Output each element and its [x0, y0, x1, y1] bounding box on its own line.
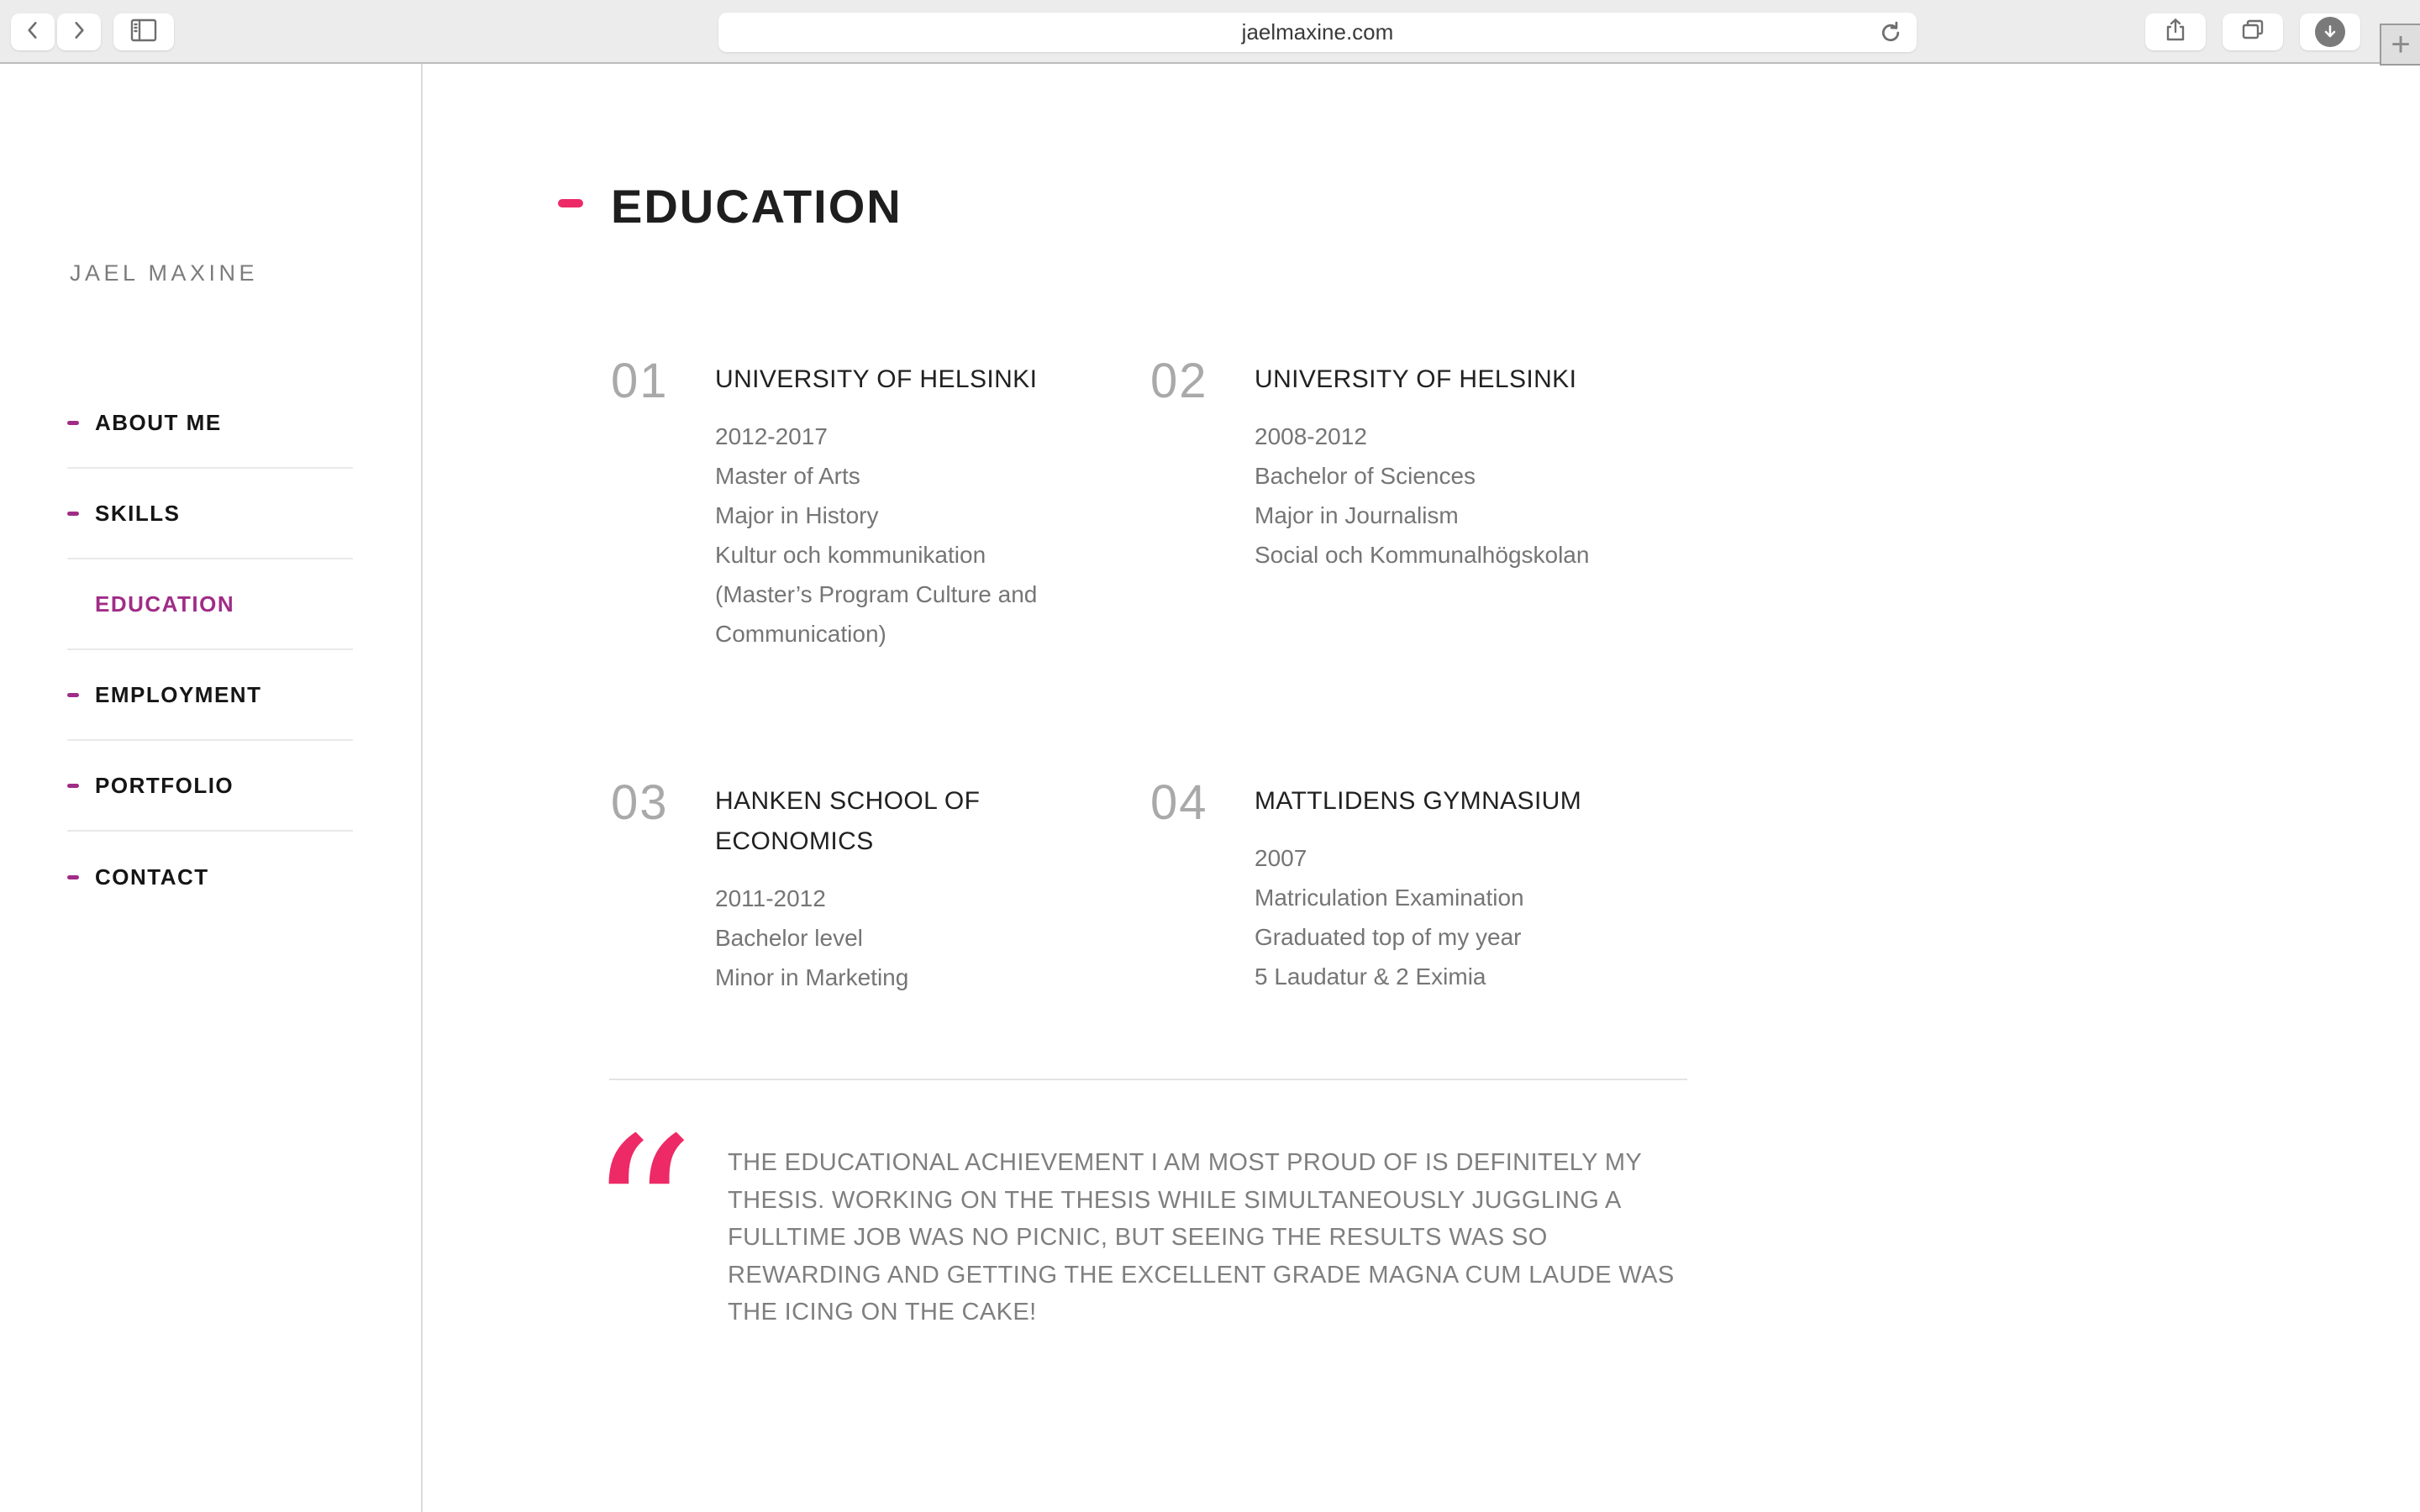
sidebar-item-education[interactable] — [67, 559, 353, 650]
school-name: UNIVERSITY OF HELSINKI — [1255, 365, 1577, 393]
sidebar-item-label: EMPLOYMENT — [95, 681, 262, 707]
sidebar-item-skills[interactable] — [67, 469, 353, 559]
school-name: MATTLIDENS GYMNASIUM — [1255, 787, 1582, 815]
quote-text: THE EDUCATIONAL ACHIEVEMENT I AM MOST PROUD OF IS DEFINITELY MY THESIS. WORKING ON THE THESIS WHILE SIMULTANEOUSLY JUGGLING A FULLTIME JOB WAS NO PICNIC, BUT SEEING THE RESULTS WAS SO REWARDING AND GETTING THE EXCELLENT GRADE MAGNA CUM LAUDE WAS THE ICING ON THE CAKE! — [728, 1149, 1675, 1326]
sidebar-item-label: ABOUT ME — [95, 409, 222, 435]
entry-body — [715, 360, 1085, 654]
entry-body — [1255, 781, 1624, 996]
education-entry — [1150, 775, 1690, 997]
entry-detail-line: Social och Kommunalhögskolan — [1255, 542, 1590, 568]
tab-overview-icon — [2240, 18, 2265, 46]
entry-detail-line: 5 Laudatur & 2 Eximia — [1255, 963, 1486, 990]
url-bar[interactable] — [718, 13, 1917, 52]
quote-mark-icon: “ — [587, 1093, 695, 1337]
entry-number: 04 — [1150, 775, 1208, 830]
entry-details — [715, 417, 1085, 654]
entry-details — [1255, 838, 1624, 996]
nav-dash-icon — [67, 875, 79, 879]
entry-number: 02 — [1150, 354, 1208, 408]
sidebar-nav — [67, 378, 353, 922]
entry-details — [715, 879, 1085, 997]
education-entry — [611, 775, 1150, 997]
sidebar-item-portfolio[interactable] — [67, 741, 353, 832]
title-dash-icon — [558, 199, 583, 207]
nav-dash-icon — [67, 421, 79, 425]
share-button[interactable] — [2145, 13, 2206, 50]
school-name: HANKEN SCHOOL OF ECONOMICS — [715, 787, 981, 855]
entry-detail-line: 2012-2017 — [715, 423, 828, 449]
entry-detail-line: Bachelor level — [715, 925, 863, 951]
brand-name: JAEL MAXINE — [70, 260, 259, 286]
entry-detail-line: 2008-2012 — [1255, 423, 1367, 449]
sidebar-item-contact[interactable] — [67, 832, 353, 922]
entry-detail-line: Kultur och kommunikation — [715, 542, 986, 568]
entry-detail-line: Major in Journalism — [1255, 502, 1459, 528]
sidebar-item-employment[interactable] — [67, 650, 353, 741]
url-text: jaelmaxine.com — [1241, 19, 1394, 45]
sidebar-item-label: EDUCATION — [95, 591, 235, 617]
entry-detail-line: Master of Arts — [715, 463, 860, 489]
back-button[interactable] — [11, 13, 55, 50]
download-icon — [2315, 17, 2345, 47]
education-entries — [611, 354, 1695, 997]
entry-body — [1255, 360, 1624, 575]
chevron-left-icon — [22, 19, 44, 45]
share-icon — [2164, 18, 2187, 47]
entry-detail-line: Graduated top of my year — [1255, 924, 1522, 950]
entry-details — [1255, 417, 1624, 575]
education-entry — [611, 354, 1150, 654]
tab-overview-button[interactable] — [2223, 13, 2283, 50]
downloads-button[interactable] — [2300, 13, 2360, 50]
main-content — [423, 64, 2420, 1512]
section-divider — [609, 1079, 1687, 1080]
reload-icon[interactable] — [1878, 20, 1903, 45]
entry-detail-line: 2007 — [1255, 845, 1307, 871]
sidebar-item-label: PORTFOLIO — [95, 772, 234, 798]
page-content — [0, 64, 2420, 1512]
nav-dash-icon — [67, 693, 79, 697]
sidebar-toggle-button[interactable] — [113, 13, 174, 50]
plus-icon: + — [2391, 25, 2411, 63]
entry-detail-line: 2011-2012 — [715, 885, 826, 911]
browser-toolbar — [0, 0, 2420, 64]
entry-body — [715, 781, 1085, 997]
page-title: EDUCATION — [611, 180, 902, 233]
school-name: UNIVERSITY OF HELSINKI — [715, 365, 1038, 393]
entry-detail-line: Bachelor of Sciences — [1255, 463, 1476, 489]
entry-detail-line: Communication) — [715, 621, 886, 647]
nav-dash-icon — [67, 784, 79, 788]
sidebar-item-label: SKILLS — [95, 500, 181, 526]
education-entry — [1150, 354, 1690, 654]
forward-button[interactable] — [57, 13, 101, 50]
entry-number: 01 — [611, 354, 669, 408]
entry-detail-line: Minor in Marketing — [715, 964, 909, 990]
chevron-right-icon — [68, 19, 90, 45]
entry-detail-line: Matriculation Examination — [1255, 885, 1524, 911]
entry-detail-line: (Master’s Program Culture and — [715, 581, 1038, 607]
entry-number: 03 — [611, 775, 669, 830]
sidebar-item-about-me[interactable] — [67, 378, 353, 469]
new-tab-button[interactable] — [2380, 24, 2420, 66]
sidebar-panel-icon — [129, 18, 158, 47]
entry-detail-line: Major in History — [715, 502, 879, 528]
sidebar-item-label: CONTACT — [95, 864, 209, 890]
sidebar — [0, 64, 423, 1512]
nav-dash-icon — [67, 512, 79, 516]
